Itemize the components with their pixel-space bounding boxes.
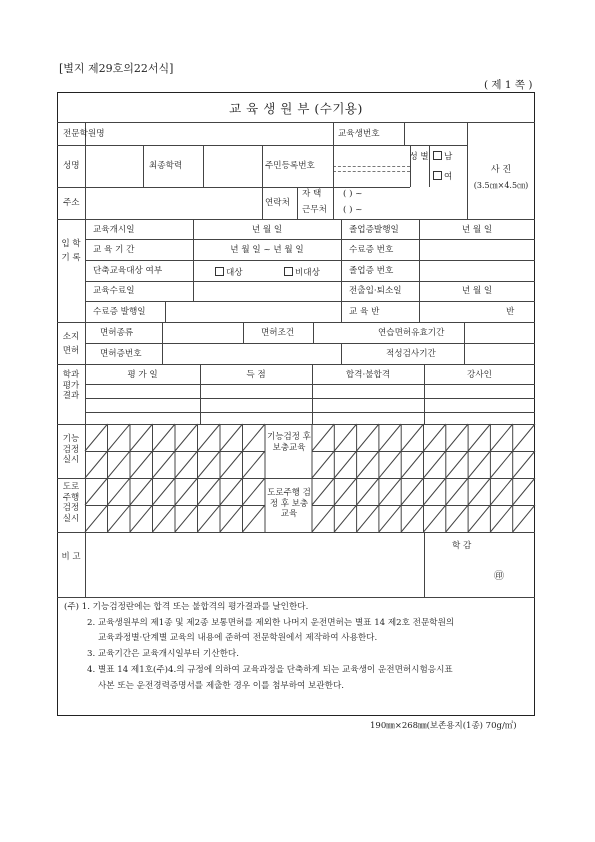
cell-slash [401, 451, 423, 478]
cell-slash [401, 424, 423, 451]
cell-slash [513, 424, 535, 451]
cell-slash [243, 424, 266, 451]
cell-slash [85, 424, 108, 451]
cell-slash [243, 478, 266, 505]
cell-slash [312, 478, 334, 505]
cell-slash [446, 478, 468, 505]
cell-slash [379, 451, 401, 478]
cell-slash [490, 505, 512, 532]
seal-mark: ㊞ [494, 571, 504, 582]
cell-slash [130, 478, 153, 505]
class-label: 교 육 반 [349, 307, 380, 317]
cell-slash [334, 424, 356, 451]
period-value: 년 월 일 ~ 년 월 일 [230, 245, 304, 255]
eval-date-header: 평 가 일 [127, 370, 158, 380]
grad-no-label: 졸업증 번호 [349, 266, 394, 276]
evaluation-label: 학과 평가 결과 [62, 370, 80, 402]
cell-slash [424, 451, 446, 478]
form-number: [별지 제29호의22서식] [59, 62, 174, 75]
cell-slash [198, 478, 221, 505]
cell-slash [243, 505, 266, 532]
cell-slash [468, 424, 490, 451]
cell-slash [130, 505, 153, 532]
cell-slash [379, 505, 401, 532]
cell-slash [153, 451, 176, 478]
cell-slash [175, 451, 198, 478]
license-number-label: 면허증번호 [100, 349, 142, 359]
academy-label: 전문학원명 [63, 129, 105, 139]
rrn-label: 주민등록번호 [265, 161, 315, 171]
address-label: 주소 [63, 198, 80, 208]
cell-slash [312, 451, 334, 478]
cell-slash [401, 505, 423, 532]
cell-slash [175, 478, 198, 505]
male-checkbox[interactable] [433, 151, 442, 160]
license-label: 소지 면허 [62, 332, 80, 357]
enroll-record-label: 입 학 기 록 [61, 239, 81, 263]
cell-slash [424, 424, 446, 451]
male-option[interactable] [433, 151, 452, 162]
note-1: (주) 1. 기능검정란에는 합격 또는 불합격의 평가결과를 날인한다. [64, 602, 309, 612]
female-label: 여 [444, 172, 453, 182]
target-label: 대상 [226, 268, 243, 278]
note-3: 3. 교육기간은 교육개시일부터 기산한다. [87, 649, 239, 659]
eval-score-header: 득 점 [246, 370, 266, 380]
page-label: ( 제 1 쪽 ) [484, 79, 533, 91]
cell-slash [85, 505, 108, 532]
cell-slash [334, 478, 356, 505]
form-title: 교 육 생 원 부 (수기용) [229, 101, 363, 116]
male-label: 남 [444, 152, 453, 162]
cell-slash [312, 505, 334, 532]
home-phone: ( ) ~ [343, 189, 363, 199]
cell-slash [334, 505, 356, 532]
nontarget-option[interactable] [284, 267, 320, 278]
female-option[interactable] [433, 171, 452, 182]
cell-slash [220, 478, 243, 505]
cell-slash [513, 478, 535, 505]
cell-slash [220, 451, 243, 478]
cell-slash [175, 505, 198, 532]
note-4: 4. 별표 14 제1호(주)4.의 규정에 의하여 교육과정을 단축하게 되는 교육생이 운전면허시험응시표 [87, 665, 453, 675]
class-value: 반 [506, 307, 515, 317]
photo-size: (3.5㎝×4.5㎝) [473, 181, 529, 190]
complete-label: 교육수료일 [93, 286, 135, 296]
cert-issue-label: 수료증 발행일 [93, 307, 146, 317]
cell-slash [85, 451, 108, 478]
cell-slash [446, 451, 468, 478]
cell-slash [108, 478, 131, 505]
home-label: 자 택 [302, 189, 322, 199]
cell-slash [401, 478, 423, 505]
cell-slash [153, 424, 176, 451]
note-2-cont: 교육과정별·단계별 교육의 내용에 준하여 전문학원에서 제작하여 사용한다. [98, 633, 378, 643]
cell-slash [198, 505, 221, 532]
cell-slash [446, 505, 468, 532]
cert-no-label: 수료증 번호 [349, 245, 394, 255]
cell-slash [379, 478, 401, 505]
cell-slash [357, 505, 379, 532]
grad-issue-value: 년 월 일 [461, 225, 493, 235]
cell-slash [468, 478, 490, 505]
cell-slash [490, 451, 512, 478]
road-test-label: 도로 주행 검정 실시 [62, 482, 80, 524]
inspector-label: 학 감 [452, 541, 472, 551]
target-option[interactable] [215, 267, 243, 278]
road-supplement-label: 도로주행 검정 후 보충교육 [267, 488, 311, 520]
cell-slash [468, 505, 490, 532]
license-condition-label: 면허조건 [261, 328, 295, 338]
skill-supplement-label: 기능검정 후 보충교육 [267, 432, 311, 453]
short-course-label: 단축교육대상 여부 [93, 266, 163, 276]
cell-slash [334, 451, 356, 478]
transfer-label: 전출입·퇴소일 [349, 286, 402, 296]
cell-slash [379, 424, 401, 451]
cell-slash [220, 424, 243, 451]
photo-label: 사 진 [490, 165, 512, 175]
nontarget-label: 비대상 [295, 268, 320, 278]
sex-label: 성 별 [409, 152, 429, 162]
cell-slash [198, 424, 221, 451]
grad-issue-label: 졸업증발행일 [349, 225, 399, 235]
cell-slash [85, 478, 108, 505]
cell-slash [424, 505, 446, 532]
cell-slash [175, 424, 198, 451]
cell-slash [108, 505, 131, 532]
start-date-value: 년 월 일 [251, 225, 283, 235]
eval-result-header: 합격·불합격 [345, 370, 391, 380]
start-date-label: 교육개시일 [93, 225, 135, 235]
female-checkbox[interactable] [433, 171, 442, 180]
target-checkbox[interactable] [215, 267, 224, 276]
period-label: 교 육 기 간 [93, 245, 135, 255]
cell-slash [220, 505, 243, 532]
cell-slash [130, 451, 153, 478]
contact-label: 연락처 [265, 198, 290, 208]
work-phone: ( ) ~ [343, 205, 363, 215]
cell-slash [357, 424, 379, 451]
cell-slash [468, 451, 490, 478]
cell-slash [153, 505, 176, 532]
cell-slash [513, 505, 535, 532]
student-no-label: 교육생번호 [338, 129, 380, 139]
paper-spec: 190㎜×268㎜(보존용지(1종) 70g/㎡) [370, 721, 517, 731]
cell-slash [198, 451, 221, 478]
name-label: 성명 [63, 161, 80, 171]
cell-slash [153, 478, 176, 505]
cell-slash [446, 424, 468, 451]
cell-slash [312, 424, 334, 451]
cell-slash [490, 478, 512, 505]
cell-slash [424, 478, 446, 505]
education-label: 최종학력 [149, 161, 183, 171]
work-label: 근무처 [302, 205, 327, 215]
license-type-label: 면허종류 [100, 328, 134, 338]
note-2: 2. 교육생원부의 제1종 및 제2종 보통면허를 제외한 나머지 운전면허는 별표 14 제2호 전문학원의 [87, 618, 455, 628]
nontarget-checkbox[interactable] [284, 267, 293, 276]
transfer-value: 년 월 일 [461, 286, 493, 296]
note-4-cont: 사본 또는 운전경력증명서를 제출한 경우 이를 첨부하여 보관한다. [98, 681, 344, 691]
practice-validity-label: 연습면허유효기간 [378, 328, 445, 338]
cell-slash [130, 424, 153, 451]
cell-slash [243, 451, 266, 478]
skill-test-label: 기능 검정 실시 [62, 434, 80, 466]
aptitude-period-label: 적성검사기간 [386, 349, 436, 359]
remarks-label: 비 고 [61, 552, 81, 562]
cell-slash [108, 451, 131, 478]
instructor-header: 강사인 [467, 370, 492, 380]
cell-slash [513, 451, 535, 478]
cell-slash [108, 424, 131, 451]
cell-slash [357, 478, 379, 505]
cell-slash [490, 424, 512, 451]
cell-slash [357, 451, 379, 478]
